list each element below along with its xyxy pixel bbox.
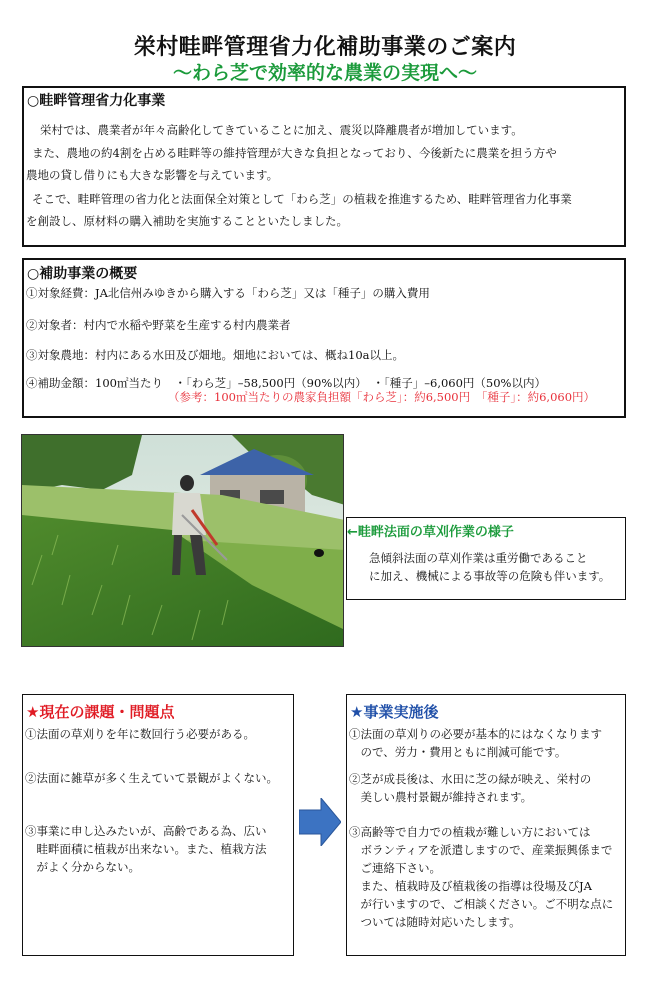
- after-item-3-line-6: ついては随時対応いたします。: [349, 915, 521, 929]
- intro-paragraph-5: を創設し、原材料の購入補助を実施することといたしました。: [26, 214, 348, 228]
- after-item-2-line-1: ②芝が成長後は、水田に芝の緑が映え、栄村の: [349, 772, 592, 786]
- overview-item-cost: ①対象経費：JA北信州みゆきから購入する「わら芝」又は「種子」の購入費用: [26, 286, 430, 300]
- after-item-3-line-2: ボランティアを派遣しますので、産業振興係まで: [349, 843, 613, 857]
- after-item-3-line-5: が行いますので、ご相談ください。ご不明な点に: [349, 897, 614, 911]
- issue-item-2: ②法面に雑草が多く生えていて景観がよくない。: [25, 771, 278, 785]
- intro-section: [22, 86, 626, 247]
- overview-section: [22, 258, 626, 418]
- photo-caption-line-2: に加え、機械による事故等の危険も伴います。: [369, 569, 611, 583]
- intro-heading: ○畦畔管理省力化事業: [27, 93, 166, 109]
- overview-heading: ○補助事業の概要: [27, 266, 138, 282]
- after-item-1-line-2: ので、労力・費用ともに削減可能です。: [349, 745, 567, 759]
- intro-paragraph-3: 農地の貸し借りにも大きな影響を与えています。: [26, 168, 279, 182]
- issue-item-1: ①法面の草刈りを年に数回行う必要がある。: [25, 727, 255, 741]
- page-subtitle: ～わら芝で効率的な農業の実現へ～: [172, 62, 477, 84]
- issues-heading: ★現在の課題・問題点: [26, 703, 175, 721]
- overview-item-target: ②対象者：村内で水稲や野菜を生産する村内農業者: [26, 318, 291, 332]
- overview-item-amount: ④補助金額：100㎡当たり ・「わら芝」–58,500円（90%以内） ・「種子」–6,060円（50%以内）: [26, 376, 546, 390]
- intro-paragraph-1: 栄村では、農業者が年々高齢化してきていることに加え、震災以降離農者が増加しています。: [40, 123, 523, 137]
- overview-item-land: ③対象農地：村内にある水田及び畑地。畑地においては、概ね10a以上。: [26, 348, 404, 362]
- after-heading: ★事業実施後: [350, 703, 439, 721]
- after-item-3-line-3: ご連絡下さい。: [349, 861, 441, 875]
- photo-caption-box: [346, 517, 626, 600]
- mowing-photo-illustration: [22, 435, 344, 647]
- issues-section: [22, 694, 294, 956]
- intro-paragraph-2: また、農地の約4割を占める畦畔等の維持管理が大きな負担となっており、今後新たに農業を担う方や: [32, 146, 557, 160]
- right-arrow-icon: [299, 798, 341, 846]
- issue-item-3-line-1: ③事業に申し込みたいが、高齢である為、広い: [25, 824, 267, 838]
- page-title: 栄村畦畔管理省力化補助事業のご案内: [133, 35, 517, 60]
- after-item-2-line-2: 美しい農村景観が維持されます。: [349, 790, 533, 804]
- issue-item-3-line-2: 畦畔面積に植栽が出来ない。また、植栽方法: [25, 842, 267, 856]
- photo-caption-line-1: 急傾斜法面の草刈作業は重労働であること: [369, 551, 588, 565]
- intro-paragraph-4: そこで、畦畔管理の省力化と法面保全対策として「わら芝」の植栽を推進するため、畦畔管理省力化事業: [32, 192, 572, 206]
- after-item-3-line-4: また、植栽時及び植栽後の指導は役場及びJA: [349, 879, 592, 893]
- after-item-3-line-1: ③高齢等で自力での植栽が難しい方においては: [349, 825, 591, 839]
- after-item-1-line-1: ①法面の草刈りの必要が基本的にはなくなります: [349, 727, 602, 741]
- overview-note: （参考：100㎡当たりの農家負担額「わら芝」：約6,500円 「種子」：約6,060円）: [168, 390, 596, 404]
- photo-caption-title: ←畦畔法面の草刈作業の様子: [347, 525, 514, 540]
- issue-item-3-line-3: がよく分からない。: [25, 860, 140, 874]
- after-section: [346, 694, 626, 956]
- mowing-photo: [21, 434, 344, 647]
